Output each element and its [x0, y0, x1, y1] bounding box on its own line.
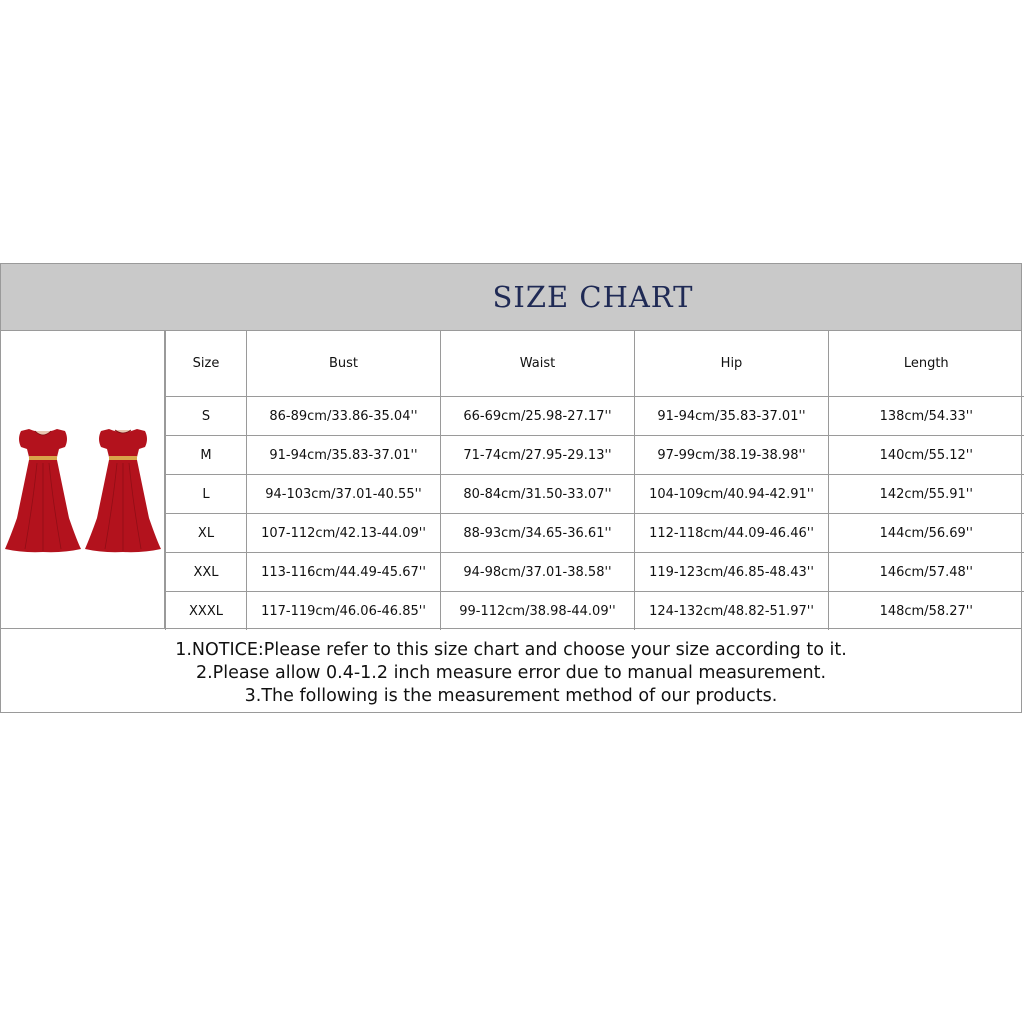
cell-waist: 94-98cm/37.01-38.58'' [441, 553, 635, 592]
note-line: 2.Please allow 0.4-1.2 inch measure error due to manual measurement. [195, 663, 827, 683]
cell-waist: 88-93cm/34.65-36.61'' [441, 514, 635, 553]
cell-length: 148cm/58.27'' [829, 592, 1024, 631]
table-row [166, 436, 1024, 475]
table-row [166, 592, 1024, 631]
note-line: 1.NOTICE:Please refer to this size chart and choose your size according to it. [175, 640, 847, 660]
cell-bust: 117-119cm/46.06-46.85'' [247, 592, 441, 631]
size-table [165, 331, 1024, 630]
cell-waist: 66-69cm/25.98-27.17'' [441, 397, 635, 436]
header-size: Size [166, 331, 247, 397]
cell-bust: 107-112cm/42.13-44.09'' [247, 514, 441, 553]
cell-hip: 119-123cm/46.85-48.43'' [635, 553, 829, 592]
cell-size: XL [166, 514, 247, 553]
cell-waist: 80-84cm/31.50-33.07'' [441, 475, 635, 514]
cell-length: 144cm/56.69'' [829, 514, 1024, 553]
table-header-row [166, 331, 1024, 397]
cell-size: XXL [166, 553, 247, 592]
table-row [166, 514, 1024, 553]
table-row [166, 553, 1024, 592]
cell-hip: 124-132cm/48.82-51.97'' [635, 592, 829, 631]
cell-hip: 91-94cm/35.83-37.01'' [635, 397, 829, 436]
cell-bust: 94-103cm/37.01-40.55'' [247, 475, 441, 514]
red-dress-back-image [83, 423, 163, 553]
product-image-cell [1, 331, 165, 628]
cell-length: 146cm/57.48'' [829, 553, 1024, 592]
cell-bust: 113-116cm/44.49-45.67'' [247, 553, 441, 592]
red-dress-front-image [3, 423, 83, 553]
header-waist: Waist [441, 331, 635, 397]
title-bar [1, 264, 1021, 331]
header-length: Length [829, 331, 1024, 397]
table-row [166, 397, 1024, 436]
cell-hip: 104-109cm/40.94-42.91'' [635, 475, 829, 514]
cell-bust: 91-94cm/35.83-37.01'' [247, 436, 441, 475]
chart-title: SIZE CHART [492, 280, 694, 314]
cell-size: XXXL [166, 592, 247, 631]
cell-bust: 86-89cm/33.86-35.04'' [247, 397, 441, 436]
note-line: 3.The following is the measurement method of our products. [244, 686, 778, 706]
cell-length: 138cm/54.33'' [829, 397, 1024, 436]
cell-size: L [166, 475, 247, 514]
cell-hip: 97-99cm/38.19-38.98'' [635, 436, 829, 475]
cell-waist: 71-74cm/27.95-29.13'' [441, 436, 635, 475]
cell-size: M [166, 436, 247, 475]
table-row [166, 475, 1024, 514]
cell-size: S [166, 397, 247, 436]
header-hip: Hip [635, 331, 829, 397]
notes-section [1, 628, 1021, 714]
cell-length: 142cm/55.91'' [829, 475, 1024, 514]
cell-length: 140cm/55.12'' [829, 436, 1024, 475]
cell-hip: 112-118cm/44.09-46.46'' [635, 514, 829, 553]
cell-waist: 99-112cm/38.98-44.09'' [441, 592, 635, 631]
size-chart [0, 263, 1022, 713]
header-bust: Bust [247, 331, 441, 397]
